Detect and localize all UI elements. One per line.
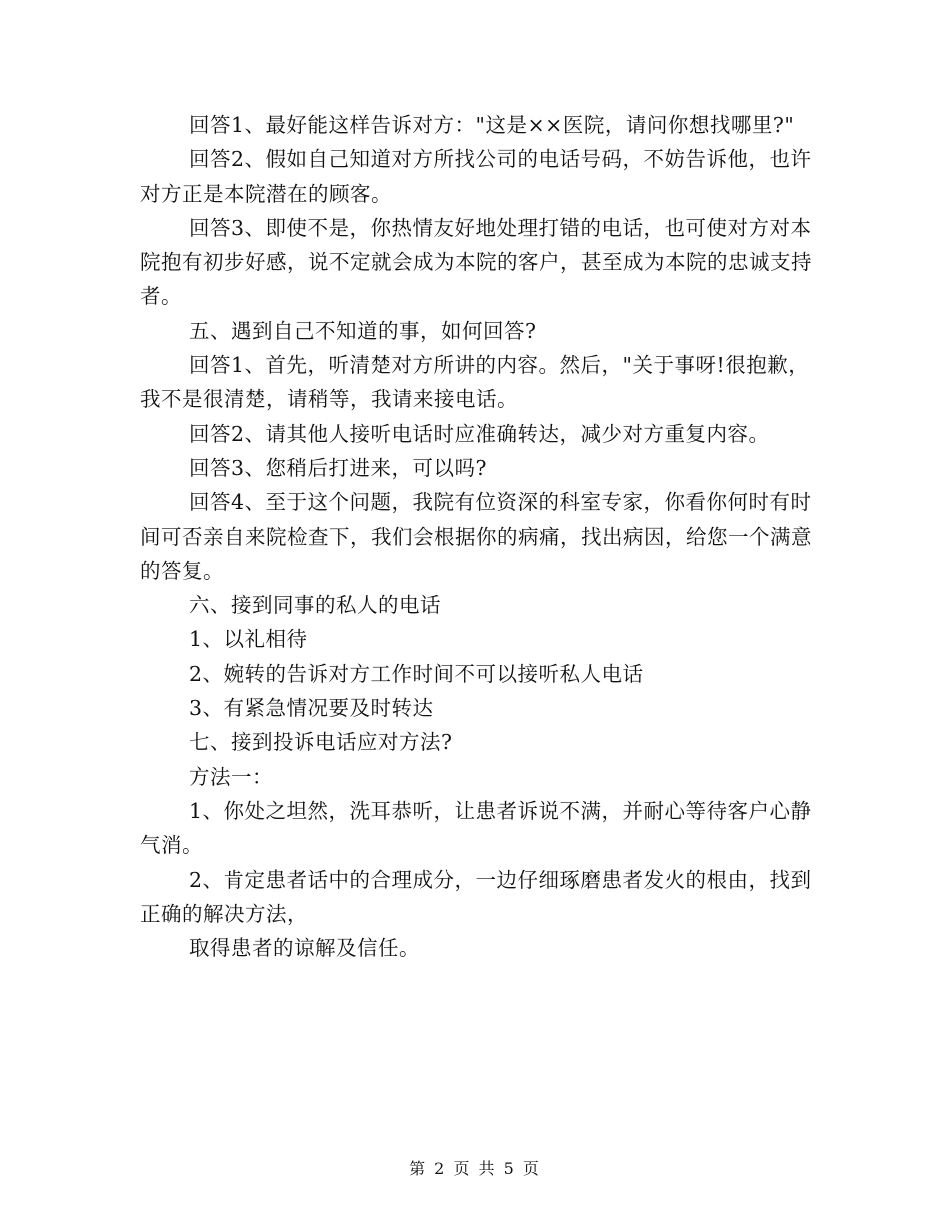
page-footer: 第 2 页 共 5 页 (409, 1159, 541, 1178)
paragraph: 回答2、假如自己知道对方所找公司的电话号码，不妨告诉他，也许对方正是本院潜在的顾客。 (140, 147, 812, 206)
paragraph: 回答3、即使不是，你热情友好地处理打错的电话，也可使对方对本院抱有初步好感，说不定就会成为本院的客户，甚至成为本院的忠诚支持者。 (140, 215, 812, 309)
list-item: 1、以礼相待 (189, 627, 308, 652)
list-item: 2、婉转的告诉对方工作时间不可以接听私人电话 (189, 661, 644, 686)
list-item: 1、你处之坦然，洗耳恭听，让患者诉说不满，并耐心等待客户心静气消。 (140, 798, 812, 858)
paragraph: 回答3、您稍后打进来，可以吗? (189, 455, 488, 480)
paragraph: 回答2、请其他人接听电话时应准确转达，减少对方重复内容。 (189, 421, 770, 446)
section-heading: 六、接到同事的私人的电话 (189, 593, 441, 618)
paragraph: 回答1、首先，听清楚对方所讲的内容。然后，"关于事呀!很抱歉，我不是很清楚，请稍等，我请来接电话。 (140, 353, 810, 412)
paragraph: 回答1、最好能这样告诉对方："这是××医院，请问你想找哪里?" (189, 113, 795, 137)
list-item: 2、肯定患者话中的合理成分，一边仔细琢磨患者发火的根由，找到正确的解决方法， (140, 867, 812, 926)
document-body (140, 108, 820, 965)
paragraph: 回答4、至于这个问题，我院有位资深的科室专家，你看你何时有时间可否亲自来院检查下，我们会根据你的病痛，找出病因，给您一个满意的答复。 (140, 490, 812, 583)
list-item: 3、有紧急情况要及时转达 (189, 696, 434, 721)
section-heading: 七、接到投诉电话应对方法? (189, 730, 453, 755)
subheading: 方法一： (189, 764, 273, 789)
paragraph: 取得患者的谅解及信任。 (189, 936, 420, 961)
section-heading: 五、遇到自己不知道的事，如何回答? (189, 318, 537, 343)
